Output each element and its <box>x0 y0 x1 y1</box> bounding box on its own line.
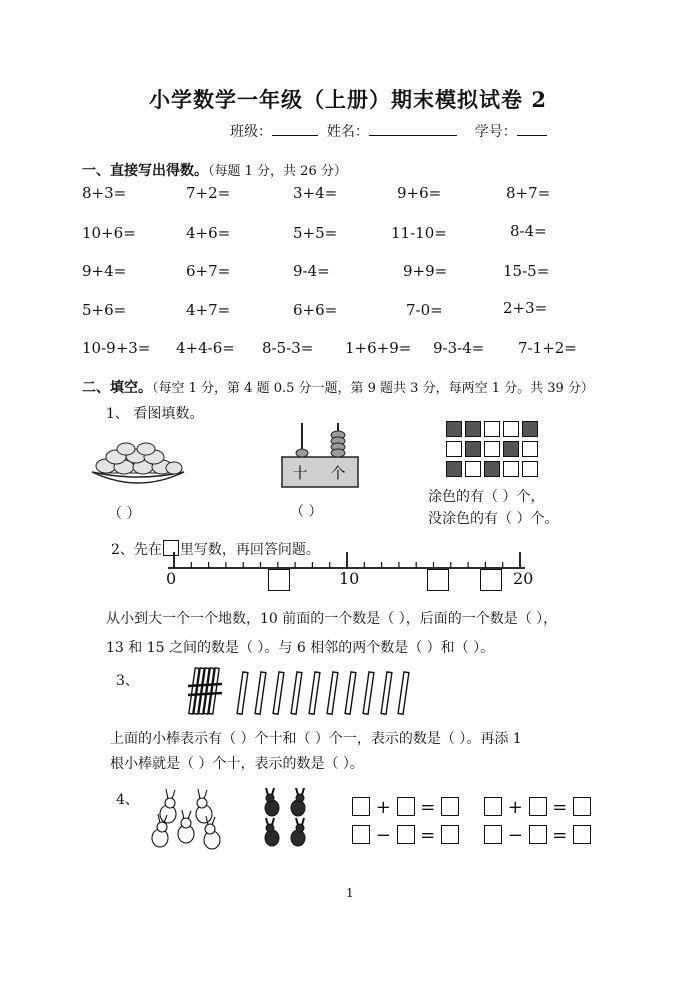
problem: 5+6= <box>82 301 127 319</box>
problem: 9+6= <box>397 184 442 202</box>
problem: 4+7= <box>186 301 231 319</box>
number-line-answer-box[interactable] <box>268 569 290 591</box>
answer-box[interactable] <box>484 825 502 844</box>
tick-label-20: 20 <box>513 569 534 588</box>
problem: 8+3= <box>82 184 127 202</box>
equation-subtraction: − = <box>484 825 591 846</box>
problem: 7-0= <box>406 301 443 319</box>
class-blank[interactable] <box>272 123 318 136</box>
problem: 8-4= <box>510 222 547 240</box>
problem: 5+5= <box>293 224 338 242</box>
q2-question-line-1: 从小到大一个一个地数，10 前面的一个数是（ ），后面的一个数是（ ）， <box>106 611 558 627</box>
problem: 1+6+9= <box>345 339 412 357</box>
equation-subtraction: − = <box>352 825 459 846</box>
number-line-answer-box[interactable] <box>480 569 502 591</box>
q1-label: 1、 看图填数。 <box>106 406 204 422</box>
problem: 11-10= <box>391 224 447 242</box>
problem: 6+6= <box>293 301 338 319</box>
q1-answer-bracket[interactable]: （ ） <box>108 506 141 522</box>
abacus-ones-label: 个 <box>330 464 346 482</box>
page-title: 小学数学一年级（上册）期末模拟试卷 2 <box>149 87 547 112</box>
problem: 9-4= <box>293 262 330 280</box>
white-rabbits-image <box>148 788 228 854</box>
answer-box[interactable] <box>352 825 370 844</box>
answer-box[interactable] <box>573 797 591 816</box>
answer-box[interactable] <box>441 825 459 844</box>
problem: 9+4= <box>82 262 127 280</box>
problem: 4+6= <box>186 224 231 242</box>
q2-label: 2、先在 里写数，再回答问题。 <box>111 542 320 558</box>
square-grid <box>446 421 546 477</box>
problem: 9-3-4= <box>433 339 485 357</box>
answer-box[interactable] <box>573 825 591 844</box>
problem: 15-5= <box>503 262 550 280</box>
problem: 8-5-3= <box>262 339 314 357</box>
section1-heading: 一、直接写出得数。（每题 1 分，共 26 分） <box>82 163 347 179</box>
problem: 7-1+2= <box>518 339 577 357</box>
problem: 2+3= <box>503 299 548 317</box>
name-blank[interactable] <box>369 123 457 136</box>
q4-label: 4、 <box>116 792 139 808</box>
answer-box[interactable] <box>397 825 415 844</box>
answer-box[interactable] <box>484 797 502 816</box>
problem: 3+4= <box>293 184 338 202</box>
answer-box[interactable] <box>352 797 370 816</box>
number-line-answer-box[interactable] <box>427 569 449 591</box>
uncolored-count: 没涂色的有（ ）个。 <box>428 511 559 527</box>
abacus-image <box>280 421 360 491</box>
equation-addition: + = <box>484 797 591 818</box>
problem: 9+9= <box>403 262 448 280</box>
number-label: 学号： <box>474 124 517 140</box>
answer-box[interactable] <box>441 797 459 816</box>
sticks-image <box>188 662 413 720</box>
problem: 7+2= <box>186 184 231 202</box>
q3-label: 3、 <box>116 673 139 689</box>
equation-addition: + = <box>352 797 459 818</box>
egg-basket-image <box>88 442 188 490</box>
section2-heading: 二、填空。（每空 1 分，第 4 题 0.5 分一题，第 9 题共 3 分，每两空 1 分。共 39 分） <box>82 380 594 396</box>
number-blank[interactable] <box>517 123 547 136</box>
name-label: 姓名： <box>326 124 369 140</box>
q1-answer-bracket[interactable]: （ ） <box>290 504 323 520</box>
abacus-tens-label: 十 <box>292 464 308 482</box>
black-rabbits-image <box>258 788 314 854</box>
q3-question-line-1: 上面的小棒表示有（ ）个十和（ ）个一，表示的数是（ ）。再添 1 <box>110 731 522 747</box>
problem: 8+7= <box>506 184 551 202</box>
tick-label-10: 10 <box>339 569 360 588</box>
q2-question-line-2: 13 和 15 之间的数是（ ）。与 6 相邻的两个数是（ ）和（ ）。 <box>106 640 495 656</box>
tick-label-0: 0 <box>166 569 177 588</box>
problem: 10-9+3= <box>82 339 151 357</box>
class-label: 班级： <box>230 124 272 140</box>
page-number: 1 <box>346 886 354 900</box>
problem: 10+6= <box>82 224 136 242</box>
problem: 6+7= <box>186 262 231 280</box>
q3-question-line-2: 根小棒就是（ ）个十，表示的数是（ ）。 <box>110 756 364 772</box>
answer-box[interactable] <box>397 797 415 816</box>
problem: 4+4-6= <box>176 339 235 357</box>
colored-count: 涂色的有（ ）个， <box>428 489 545 505</box>
student-info <box>230 121 547 141</box>
answer-box[interactable] <box>529 825 547 844</box>
answer-box[interactable] <box>529 797 547 816</box>
